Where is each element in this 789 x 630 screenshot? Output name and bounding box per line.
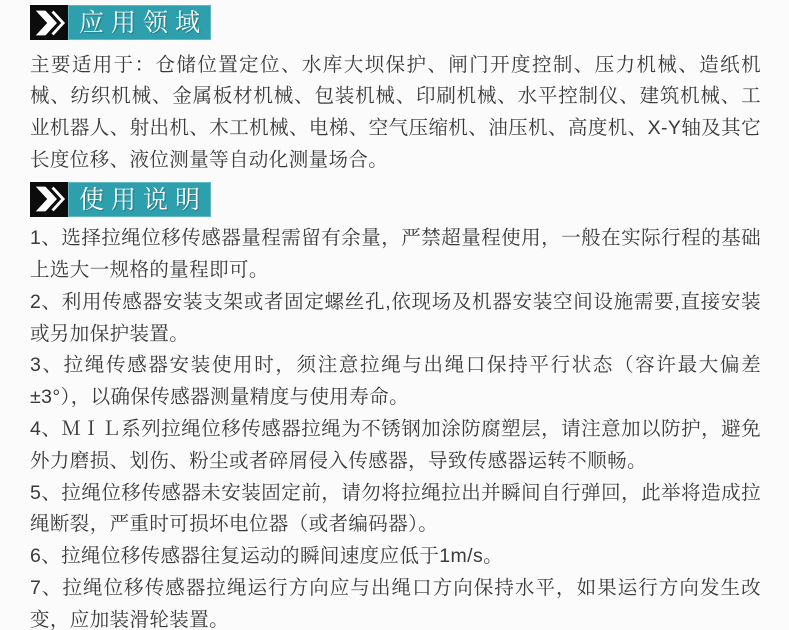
usage-instruction-item-5: 5、拉绳位移传感器未安装固定前，请勿将拉绳拉出并瞬间自行弹回，此举将造成拉绳断裂，严重时可损坏电位器（或者编码器）。	[30, 481, 761, 536]
double-chevron-icon	[30, 5, 68, 40]
usage-instruction-item-6: 6、拉绳位移传感器往复运动的瞬间速度应低于1m/s。	[30, 545, 504, 568]
usage-section-title: 使用说明	[68, 182, 211, 217]
usage-instruction-item-3: 3、拉绳传感器安装使用时，须注意拉绳与出绳口保持平行状态（容许最大偏差±3°），以确保传感器测量精度与使用寿命。	[30, 354, 761, 409]
usage-instruction-item-4: 4、ＭＩＬ系列拉绳位移传感器拉绳为不锈钢加涂防腐塑层，请注意加以防护，避免外力磨损、划伤、粉尘或者碎屑侵入传感器，导致传感器运转不顺畅。	[30, 417, 761, 472]
section-header-usage	[30, 182, 211, 217]
usage-instruction-list	[30, 223, 761, 630]
usage-instruction-item-7: 7、拉绳位移传感器拉绳运行方向应与出绳口方向保持水平，如果运行方向发生改变，应加装滑轮装置。	[30, 576, 761, 630]
section-header-application	[30, 5, 211, 40]
usage-instruction-item-2: 2、利用传感器安装支架或者固定螺丝孔,依现场及机器安装空间设施需要,直接安装或另加保护装置。	[30, 290, 761, 345]
application-description-text: 主要适用于：仓储位置定位、水库大坝保护、闸门开度控制、压力机械、造纸机械、纺织机械、金属板材机械、包装机械、印刷机械、水平控制仪、建筑机械、工业机器人、射出机、木工机械、电梯、空气压缩机、油压机、高度机、X-Y轴及其它长度位移、液位测量等自动化测量场合。	[30, 53, 761, 171]
application-section-title: 应用领域	[68, 5, 211, 40]
double-chevron-icon	[30, 182, 68, 217]
usage-instruction-item-1: 1、选择拉绳位移传感器量程需留有余量，严禁超量程使用，一般在实际行程的基础上选大一规格的量程即可。	[30, 227, 761, 281]
